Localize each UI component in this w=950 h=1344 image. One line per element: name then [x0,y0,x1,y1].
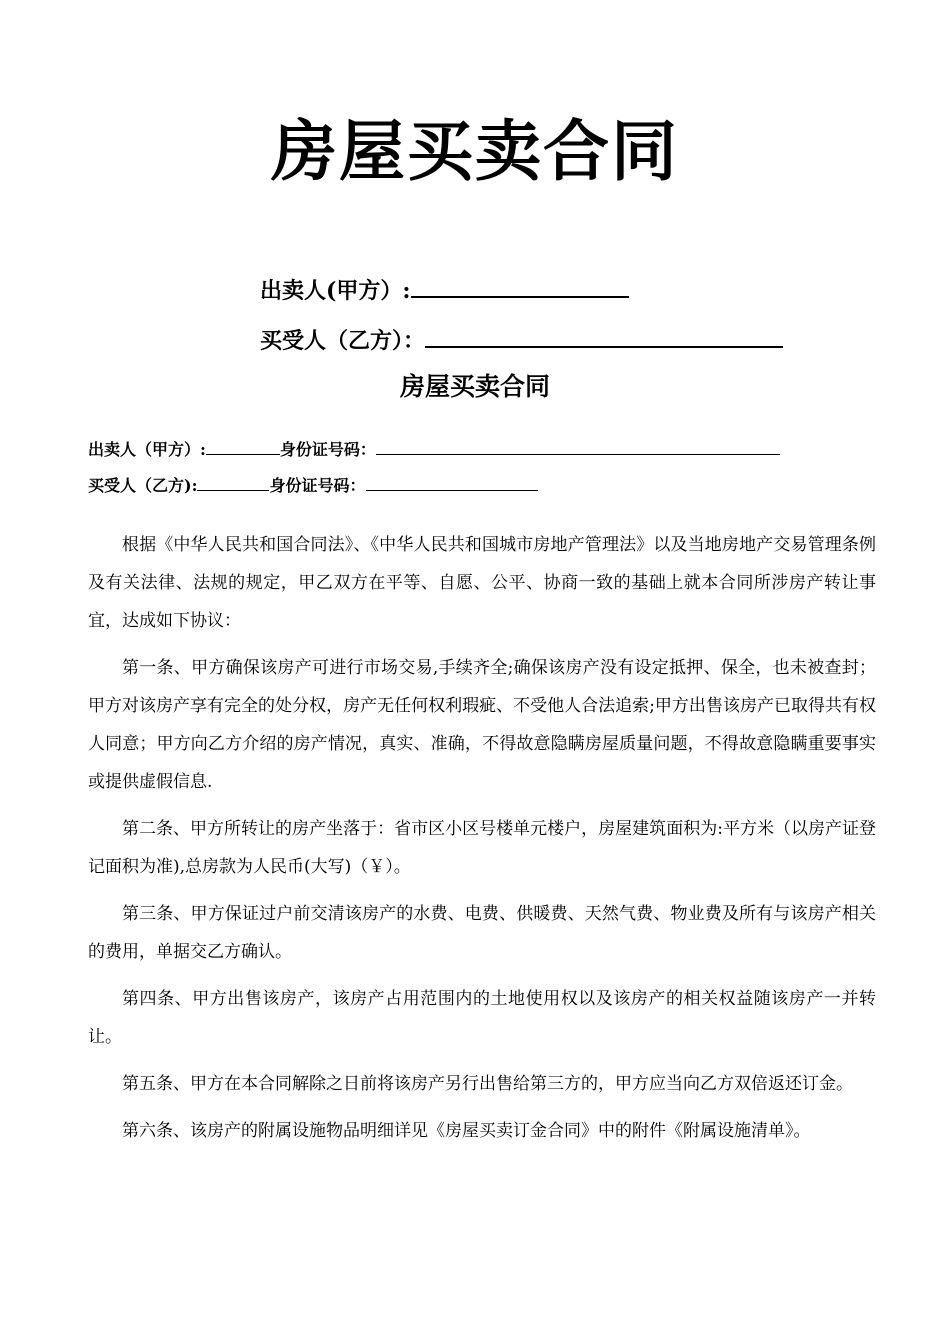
buyer-signature-line [260,322,783,357]
article-3-paragraph: 第三条、甲方保证过户前交清该房产的水费、电费、供暖费、天然气费、物业费及所有与该房产相关的费用，单据交乙方确认。 [88,904,876,962]
seller-id-number-field[interactable] [376,437,780,455]
article-5-paragraph: 第五条、甲方在本合同解除之日前将该房产另行出售给第三方的，甲方应当向乙方双倍返还订金。 [122,1074,853,1094]
buyer-label: 买受人（乙方）： [260,328,426,354]
buyer-id-party-label: 买受人（乙方): [88,476,198,495]
article-4-paragraph: 第四条、甲方出售该房产，该房产占用范围内的土地使用权以及该房产的相关权益随该房产一并转让。 [88,989,876,1047]
seller-name-field[interactable] [206,437,280,455]
article-1-paragraph: 第一条、甲方确保该房产可进行市场交易,手续齐全;确保该房产没有设定抵押、保全，也未被查封；甲方对该房产享有完全的处分权，房产无任何权利瑕疵、不受他人合法追索;甲方出售该房产已取得共有权人同意；甲方向乙方介绍的房产情况，真实、准确，不得故意隐瞒房屋质量问题，不得故意隐瞒重要事实或提供虚假信息. [88,658,876,792]
seller-label: 出卖人(甲方）: [260,278,411,304]
buyer-id-number-label: 身份证号码： [269,476,366,495]
seller-signature-line [260,272,629,307]
article-2-paragraph: 第二条、甲方所转让的房产坐落于：省市区小区号楼单元楼户，房屋建筑面积为:平方米（以房产证登记面积为准),总房款为人民币(大写)（￥）。 [88,819,876,877]
contract-body [88,526,876,1159]
seller-name-blank[interactable] [411,272,629,298]
buyer-id-number-field[interactable] [366,473,538,491]
buyer-name-field[interactable] [197,473,269,491]
sub-title: 房屋买卖合同 [399,372,550,401]
buyer-name-blank[interactable] [425,322,783,348]
seller-id-number-label: 身份证号码： [279,440,376,459]
main-title: 房屋买卖合同 [271,112,679,190]
seller-id-party-label: 出卖人（甲方）: [88,440,206,459]
article-6-paragraph: 第六条、该房产的附属设施物品明细详见《房屋买卖订金合同》中的附件《附属设施清单》。 [122,1121,811,1141]
preamble-paragraph: 根据《中华人民共和国合同法》、《中华人民共和国城市房地产管理法》以及当地房地产交易管理条例及有关法律、法规的规定，甲乙双方在平等、自愿、公平、协商一致的基础上就本合同所涉房产转让事宜，达成如下协议： [88,535,876,631]
seller-id-line [88,437,780,462]
buyer-id-line [88,473,538,498]
